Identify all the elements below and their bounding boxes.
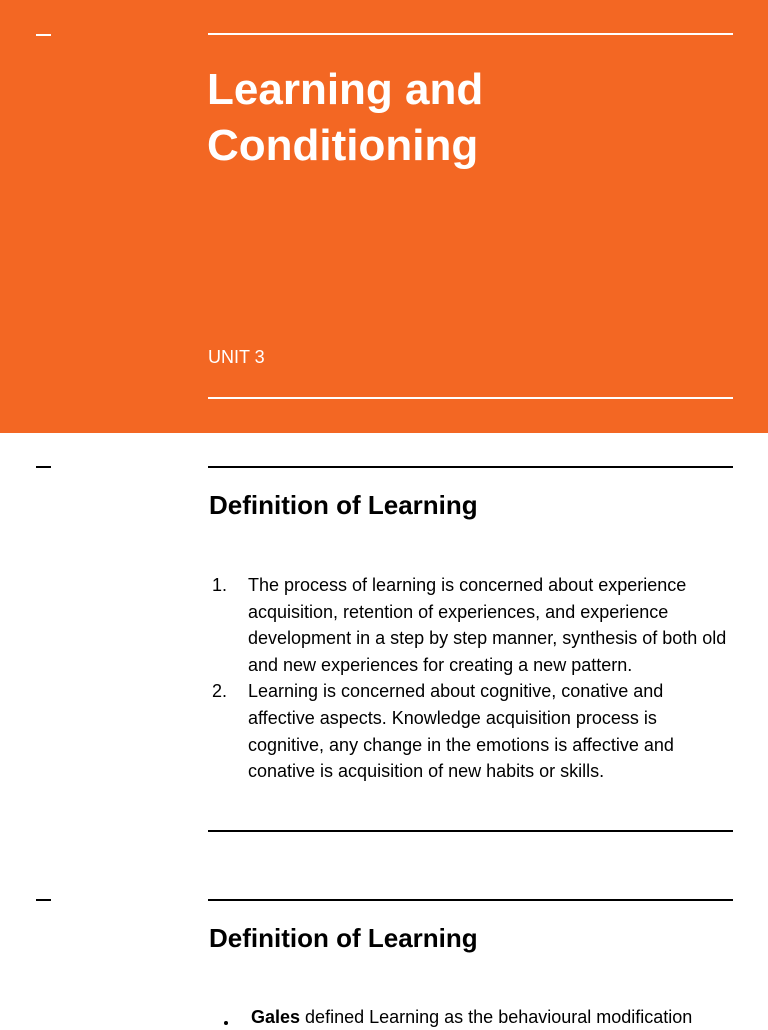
list-text: The process of learning is concerned about experience acquisition, retention of experiences, and experience development in a step by step manner, synthesis of both old and new experiences for creating a new pattern. <box>248 575 727 675</box>
title-slide <box>0 0 768 433</box>
top-rule <box>208 899 733 901</box>
bottom-rule <box>208 830 733 832</box>
list-text: defined Learning as the behavioural modification <box>300 1007 693 1027</box>
slide-marker <box>36 899 51 901</box>
list-number: 1. <box>212 575 228 595</box>
top-rule <box>208 33 733 35</box>
slide-heading: Definition of Learning <box>209 490 478 520</box>
bottom-rule <box>208 397 733 399</box>
bold-term: Gales <box>251 1007 301 1027</box>
title-line-2: Conditioning <box>207 121 479 170</box>
list-item <box>212 572 728 678</box>
top-rule <box>208 466 733 468</box>
bullet-icon <box>224 1021 228 1025</box>
slide-subtitle: UNIT 3 <box>208 347 265 367</box>
definition-slide-2 <box>0 866 768 1024</box>
slide-marker <box>36 466 51 468</box>
slide-title <box>207 62 727 174</box>
list-number: 2. <box>212 681 228 702</box>
list-item <box>251 1004 731 1030</box>
title-line-1: Learning and <box>207 65 484 114</box>
slide-heading: Definition of Learning <box>209 923 478 953</box>
bullet-list <box>251 1004 731 1030</box>
list-item <box>212 678 728 784</box>
list-text: Learning is concerned about cognitive, conative and affective aspects. Knowledge acquisition process is cognitive, any change in the emotions is affective and conative is acquisition of new habits or skills. <box>248 681 674 782</box>
slide-marker <box>36 34 51 36</box>
definition-list <box>212 572 728 785</box>
